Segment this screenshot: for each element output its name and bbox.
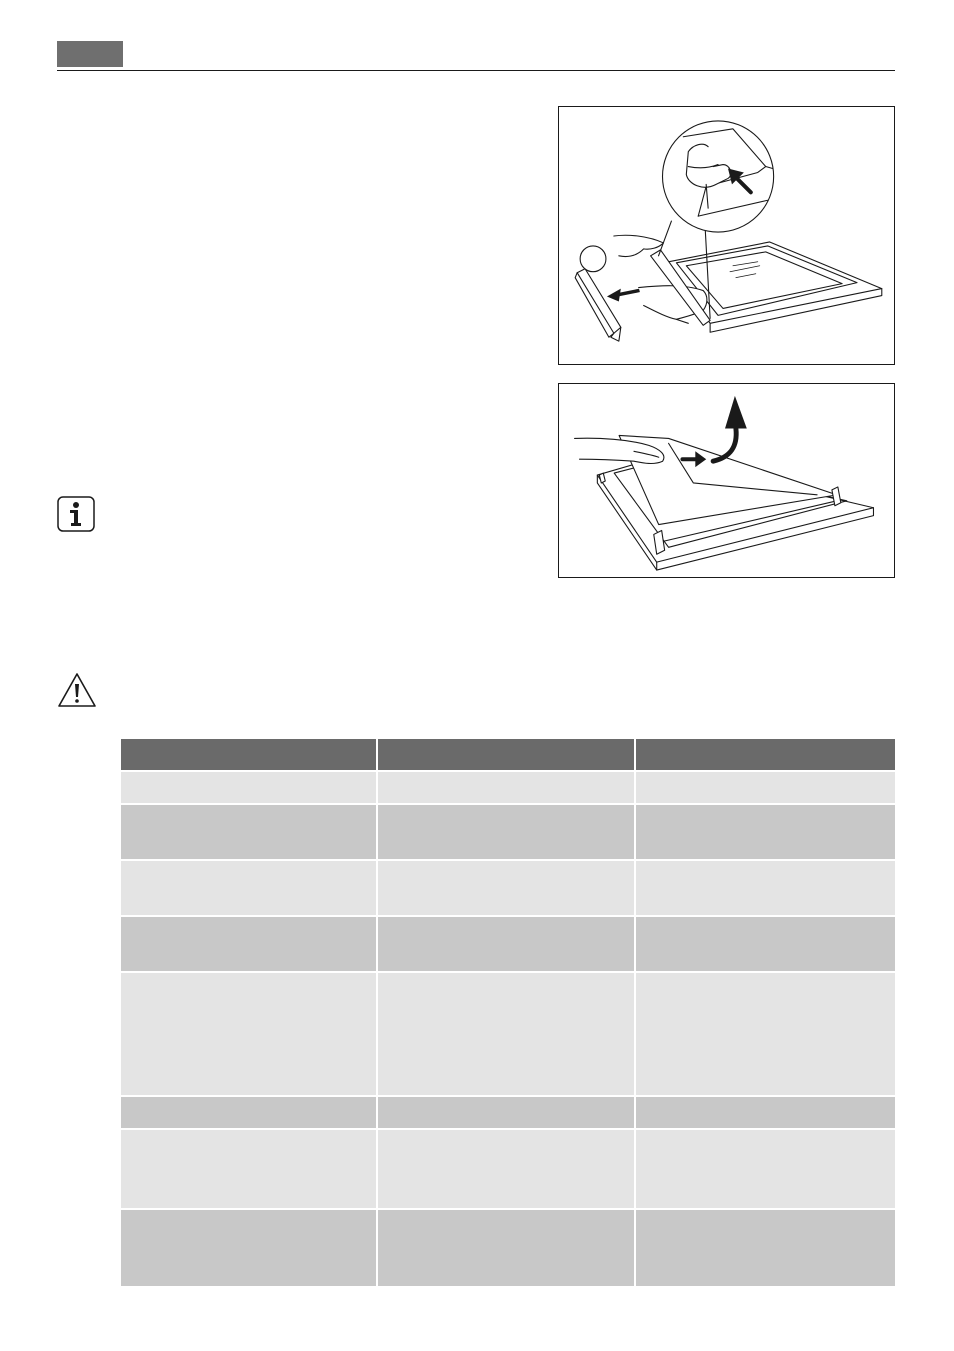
table-row [121,917,895,973]
table-row [121,861,895,917]
table-cell [378,1097,636,1130]
table-cell [378,772,636,805]
door-strip-illustration [559,107,894,364]
table-cell [636,1097,895,1130]
table-cell [636,1130,895,1210]
door-glass-illustration [559,384,894,577]
table-cell [636,1210,895,1288]
figure-door-strip-removal [558,106,895,365]
section-tab [57,41,123,67]
table-cell [636,973,895,1097]
table-cell [378,805,636,861]
table-cell [121,861,378,917]
column-header [636,739,895,772]
info-icon [57,496,95,532]
table-row [121,1210,895,1288]
table-cell [121,973,378,1097]
table-row [121,1130,895,1210]
table-cell [121,772,378,805]
table-cell [378,861,636,917]
table-cell [121,1210,378,1288]
troubleshooting-table [121,739,895,1288]
table-cell [378,1130,636,1210]
table-row [121,772,895,805]
table-cell [121,1130,378,1210]
table-cell [378,917,636,973]
figure-door-glass-removal [558,383,895,578]
column-header [378,739,636,772]
table-cell [636,917,895,973]
table-row [121,805,895,861]
table-cell [121,805,378,861]
table-cell [636,861,895,917]
table-header-row [121,739,895,772]
table-row [121,1097,895,1130]
header-divider [57,70,895,71]
table-cell [636,772,895,805]
table-cell [121,1097,378,1130]
table-cell [378,1210,636,1288]
table-cell [378,973,636,1097]
warning-triangle-icon [57,672,97,708]
table-cell [121,917,378,973]
column-header [121,739,378,772]
table-cell [636,805,895,861]
table-row [121,973,895,1097]
